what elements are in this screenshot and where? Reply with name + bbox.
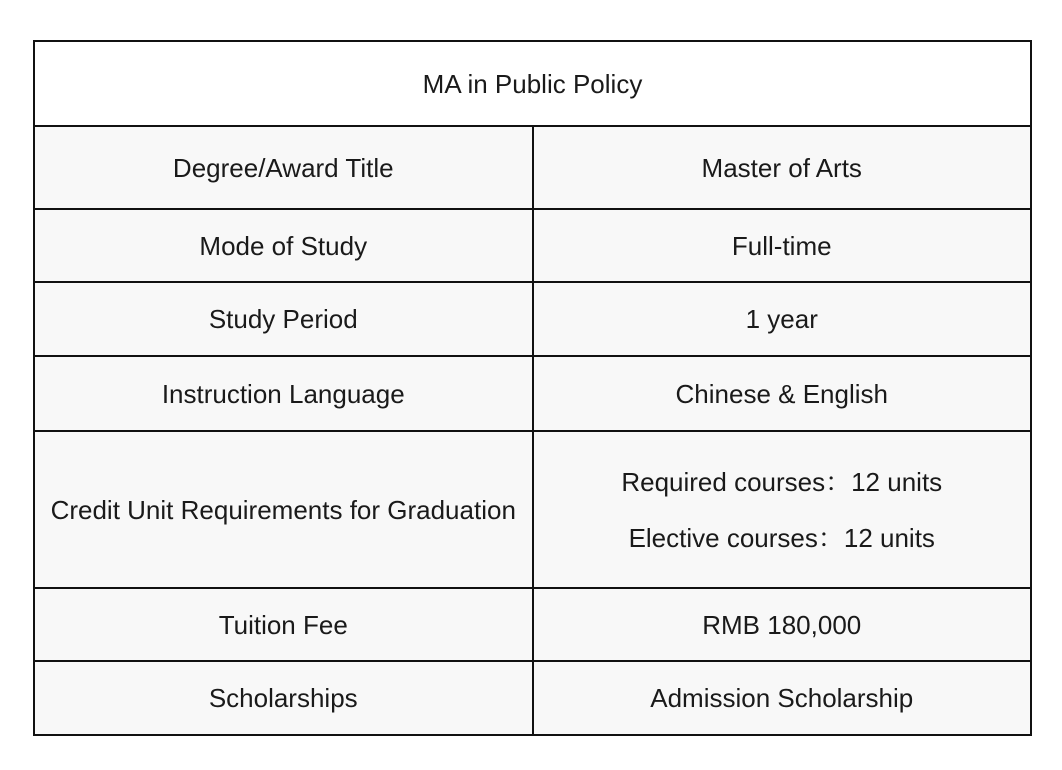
- table-row: [34, 356, 1031, 431]
- row-label-period: Study Period: [34, 282, 533, 356]
- table-row: [34, 588, 1031, 661]
- table-row: [34, 126, 1031, 209]
- row-label-mode: Mode of Study: [34, 209, 533, 282]
- table-row: [34, 661, 1031, 735]
- row-value-degree: Master of Arts: [533, 126, 1032, 209]
- required-courses-text: Required courses：12 units: [621, 466, 943, 497]
- table-row: [34, 282, 1031, 356]
- row-value-period: 1 year: [533, 282, 1032, 356]
- row-label-scholarships: Scholarships: [34, 661, 533, 735]
- program-title: MA in Public Policy: [34, 41, 1031, 126]
- program-info-table: [33, 40, 1032, 736]
- row-label-credits: Credit Unit Requirements for Graduation: [34, 431, 533, 588]
- row-value-mode: Full-time: [533, 209, 1032, 282]
- table-title-row: [34, 41, 1031, 126]
- row-label-degree: Degree/Award Title: [34, 126, 533, 209]
- row-label-language: Instruction Language: [34, 356, 533, 431]
- row-label-fee: Tuition Fee: [34, 588, 533, 661]
- row-value-scholarships: Admission Scholarship: [533, 661, 1032, 735]
- row-value-credits: [533, 431, 1032, 588]
- row-value-language: Chinese & English: [533, 356, 1032, 431]
- elective-courses-text: Elective courses：12 units: [628, 522, 935, 553]
- row-value-fee: RMB 180,000: [533, 588, 1032, 661]
- table-row: [34, 209, 1031, 282]
- table-row: [34, 431, 1031, 588]
